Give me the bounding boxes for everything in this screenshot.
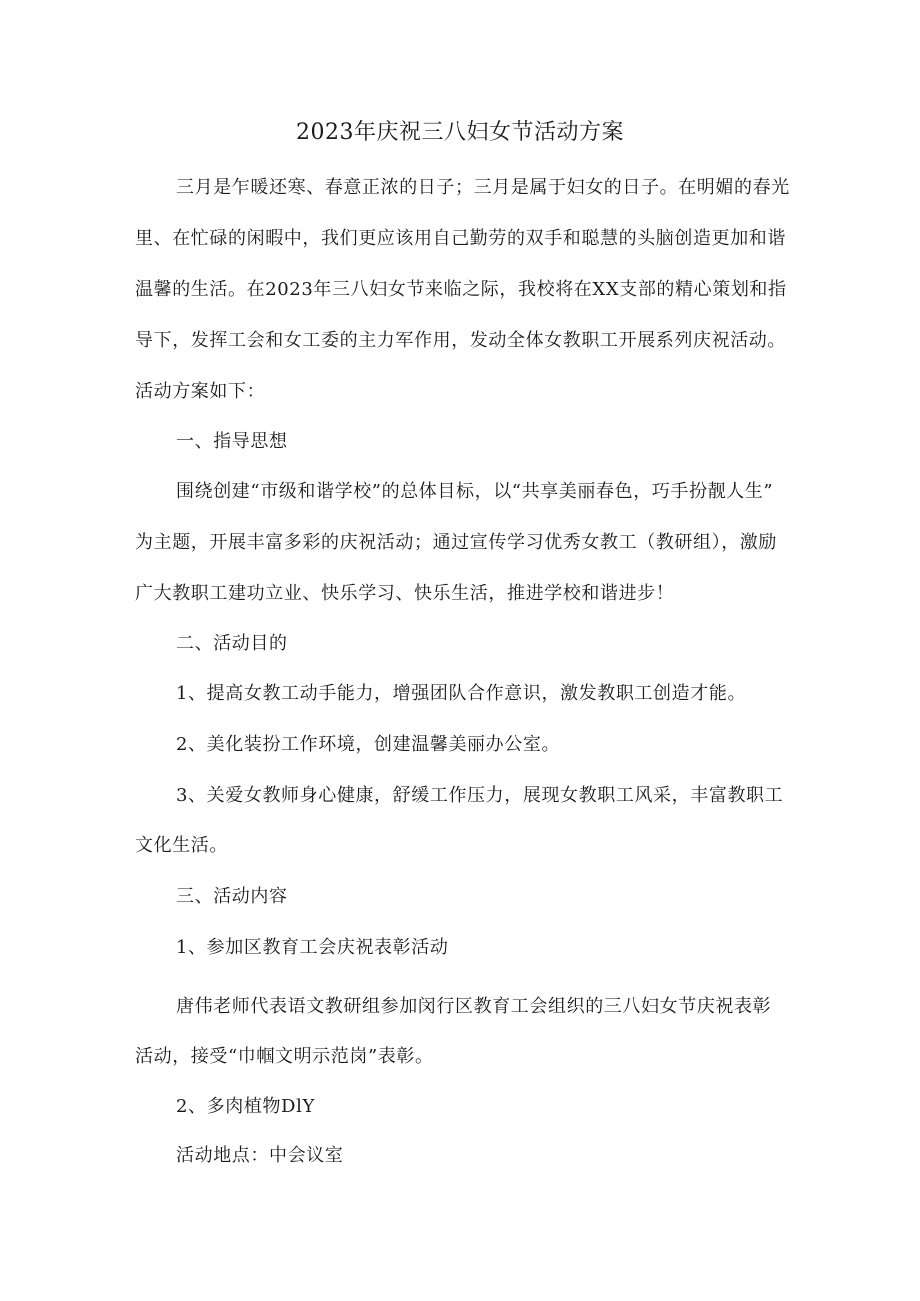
document-title: 2023年庆祝三八妇女节活动方案	[296, 120, 624, 145]
intro-line-2: 里、在忙碌的闲暇中，我们更应该用自己勤劳的双手和聪慧的头脑创造更加和谐	[135, 228, 786, 249]
purpose-item-1: 1、提高女教工动手能力，增强团队合作意识，激发教职工创造才能。	[176, 683, 747, 704]
section-heading-guiding-ideology: 一、指导思想	[176, 431, 288, 452]
content-subheading-2: 2、多肉植物DlY	[176, 1096, 315, 1117]
intro-line-3: 温馨的生活。在2023年三八妇女节来临之际，我校将在XX支部的精心策划和指	[135, 279, 787, 300]
section1-line-2: 为主题，开展丰富多彩的庆祝活动；通过宣传学习优秀女教工（教研组），激励	[135, 532, 777, 553]
purpose-item-3-line-1: 3、关爱女教师身心健康，舒缓工作压力，展现女教职工风采，丰富教职工	[176, 785, 784, 806]
section-heading-activity-purpose: 二、活动目的	[176, 633, 288, 654]
intro-line-4: 导下，发挥工会和女工委的主力军作用，发动全体女教职工开展系列庆祝活动。	[135, 330, 786, 351]
content-sub1-line-1: 唐伟老师代表语文教研组参加闵行区教育工会组织的三八妇女节庆祝表彰	[176, 996, 772, 1017]
intro-line-5: 活动方案如下：	[135, 381, 266, 402]
intro-line-1: 三月是乍暖还寒、春意正浓的日子；三月是属于妇女的日子。在明媚的春光	[176, 177, 790, 198]
section-heading-activity-content: 三、活动内容	[176, 886, 288, 907]
content-sub1-line-2: 活动，接受“巾帼文明示范岗”表彰。	[135, 1046, 434, 1067]
section1-line-3: 广大教职工建功立业、快乐学习、快乐生活，推进学校和谐进步！	[135, 583, 675, 604]
activity-location: 活动地点：中会议室	[176, 1145, 344, 1166]
content-subheading-1: 1、参加区教育工会庆祝表彰活动	[176, 937, 449, 958]
purpose-item-3-line-2: 文化生活。	[135, 835, 228, 856]
purpose-item-2: 2、美化装扮工作环境，创建温馨美丽办公室。	[176, 734, 561, 755]
section1-line-1: 围绕创建“市级和谐学校”的总体目标，以“共享美丽春色，巧手扮靓人生”	[176, 481, 774, 502]
